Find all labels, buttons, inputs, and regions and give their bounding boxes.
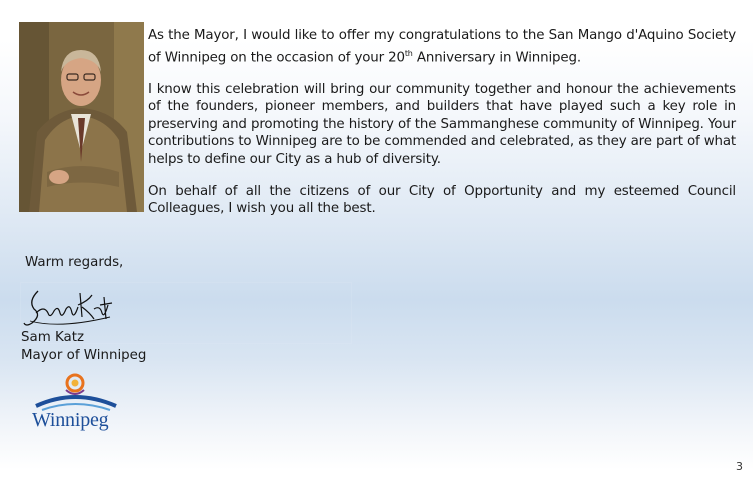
signer-title: Mayor of Winnipeg <box>21 348 147 363</box>
handwritten-signature <box>20 283 115 331</box>
mayor-portrait-photo <box>19 22 144 212</box>
letter-paragraph-2: I know this celebration will bring our community together and honour the achievements of the founders, pioneer members, and builders that have played such a key role in preserving and promoting the history of the Sammanghese community of Winnipeg. Your contributions to Winnipeg are to be commended and celebrated, as they are part of what helps to define our City as a hub of diversity. <box>148 81 736 168</box>
letter-paragraph-3: On behalf of all the citizens of our City of Opportunity and my esteemed Council Colleagues, I wish you all the best. <box>148 183 736 217</box>
letter-paragraph-1: As the Mayor, I would like to offer my congratulations to the San Mango d'Aquino Society of Winnipeg on the occasion of your 20th Anniversary in Winnipeg. <box>148 28 736 66</box>
signer-name: Sam Katz <box>21 330 85 345</box>
winnipeg-logo-text: Winnipeg <box>32 409 109 431</box>
page-number: 3 <box>736 460 743 473</box>
letter-body <box>148 27 736 232</box>
closing-salutation: Warm regards, <box>25 255 124 270</box>
